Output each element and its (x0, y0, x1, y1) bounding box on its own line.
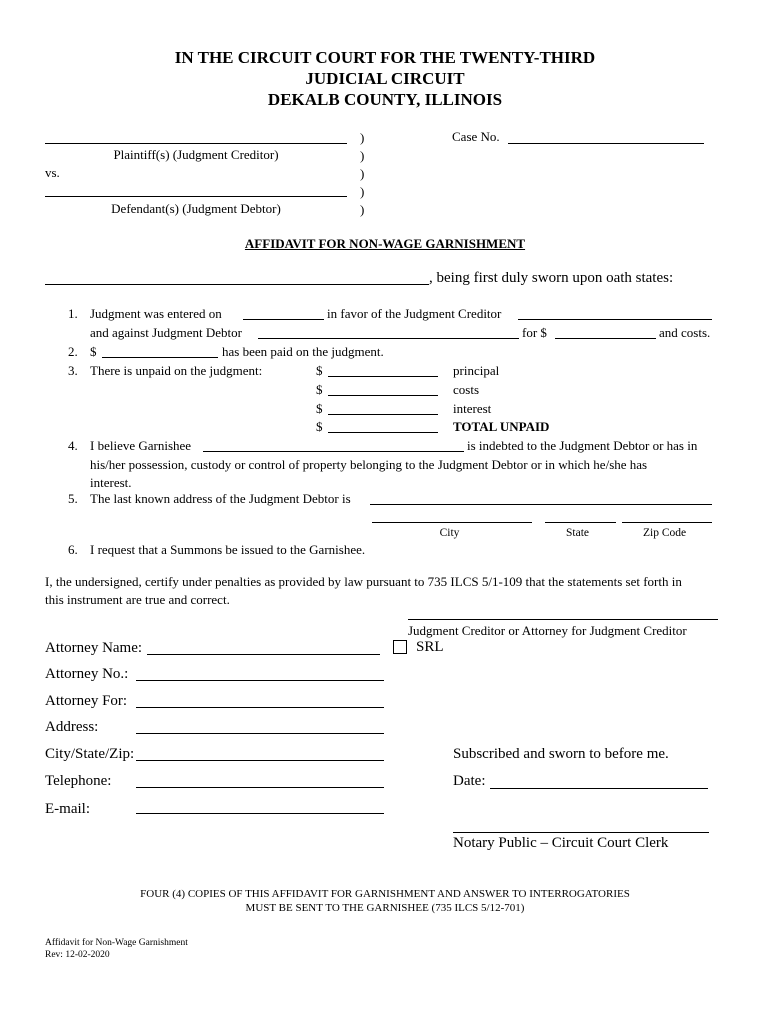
notary-label: Notary Public – Circuit Court Clerk (453, 835, 669, 851)
date-field[interactable] (490, 788, 708, 789)
interest-field[interactable] (328, 414, 438, 415)
srl-checkbox[interactable] (393, 640, 407, 654)
dollar-sign: $ (316, 363, 323, 378)
item6-text: I request that a Summons be issued to the Garnishee. (90, 542, 366, 557)
telephone-label: Telephone: (45, 773, 112, 789)
court-name-line2: JUDICIAL CIRCUIT (305, 69, 465, 88)
address-field[interactable] (136, 733, 384, 734)
affiant-name-field[interactable] (45, 284, 429, 285)
dollar-sign: $ (90, 344, 97, 359)
attorney-for-label: Attorney For: (45, 693, 128, 709)
city-state-zip-field[interactable] (136, 760, 384, 761)
state-field[interactable] (545, 522, 616, 523)
attorney-name-field[interactable] (147, 654, 380, 655)
notary-signature-field[interactable] (453, 832, 709, 833)
item1-text: and costs. (659, 325, 711, 340)
item3-text: There is unpaid on the judgment: (90, 363, 263, 378)
judgment-date-field[interactable] (243, 319, 324, 320)
item-number: 5. (68, 491, 78, 506)
costs-field[interactable] (328, 395, 438, 396)
zip-label: Zip Code (643, 527, 687, 539)
case-no-label: Case No. (452, 129, 500, 144)
attorney-for-field[interactable] (136, 707, 384, 708)
document-title: AFFIDAVIT FOR NON-WAGE GARNISHMENT (244, 236, 526, 251)
caption-paren: ) (360, 130, 365, 145)
notice-text: MUST BE SENT TO THE GARNISHEE (735 ILCS 5/12-701) (245, 902, 525, 914)
srl-label: SRL (416, 639, 444, 655)
certification-text: I, the undersigned, certify under penalties as provided by law pursuant to 735 ILCS 5/1-109 that the statements set forth in (45, 574, 682, 589)
state-label: State (566, 527, 589, 539)
email-label: E-mail: (45, 801, 90, 817)
item4-text: is indebted to the Judgment Debtor or has in (467, 438, 698, 453)
date-label: Date: (453, 773, 486, 789)
revision-date: Rev: 12-02-2020 (45, 950, 110, 960)
plaintiff-label: Plaintiff(s) (Judgment Creditor) (113, 147, 279, 162)
total-unpaid-label: TOTAL UNPAID (453, 419, 550, 434)
dollar-sign: $ (316, 401, 323, 416)
item-number: 6. (68, 542, 78, 557)
principal-field[interactable] (328, 376, 438, 377)
costs-label: costs (453, 382, 479, 397)
city-field[interactable] (372, 522, 532, 523)
certification-text: this instrument are true and correct. (45, 592, 230, 607)
attorney-no-field[interactable] (136, 680, 384, 681)
plaintiff-field[interactable] (45, 143, 347, 144)
amount-paid-field[interactable] (102, 357, 218, 358)
judgment-amount-field[interactable] (555, 338, 656, 339)
item2-text: has been paid on the judgment. (222, 344, 384, 359)
signature-field[interactable] (408, 619, 718, 620)
judgment-debtor-field[interactable] (258, 338, 519, 339)
garnishee-field[interactable] (203, 451, 464, 452)
debtor-address-field[interactable] (370, 504, 712, 505)
item4-text: I believe Garnishee (90, 438, 192, 453)
item-number: 1. (68, 306, 78, 321)
dollar-sign: $ (316, 419, 323, 434)
total-unpaid-field[interactable] (328, 432, 438, 433)
oath-statement: , being first duly sworn upon oath states: (429, 270, 674, 286)
caption-paren: ) (360, 148, 365, 163)
email-field[interactable] (136, 813, 384, 814)
notice-text: FOUR (4) COPIES OF THIS AFFIDAVIT FOR GARNISHMENT AND ANSWER TO INTERROGATORIES (140, 888, 630, 900)
city-state-zip-label: City/State/Zip: (45, 746, 135, 762)
dollar-sign: $ (316, 382, 323, 397)
item1-text: Judgment was entered on (90, 306, 222, 321)
zip-field[interactable] (622, 522, 712, 523)
vs-label: vs. (45, 165, 60, 180)
item-number: 3. (68, 363, 78, 378)
item5-text: The last known address of the Judgment Debtor is (90, 491, 351, 506)
item4-text: interest. (90, 475, 132, 490)
item4-text: his/her possession, custody or control of property belonging to the Judgment Debtor or in which he/she has (90, 457, 648, 472)
judgment-creditor-field[interactable] (518, 319, 712, 320)
address-label: Address: (45, 719, 99, 735)
item1-text: and against Judgment Debtor (90, 325, 242, 340)
subscribed-text: Subscribed and sworn to before me. (453, 746, 669, 762)
principal-label: principal (453, 363, 500, 378)
caption-paren: ) (360, 202, 365, 217)
case-no-field[interactable] (508, 143, 704, 144)
caption-paren: ) (360, 166, 365, 181)
item-number: 2. (68, 344, 78, 359)
item1-text: for $ (522, 325, 547, 340)
defendant-field[interactable] (45, 196, 347, 197)
caption-paren: ) (360, 184, 365, 199)
city-label: City (439, 527, 460, 539)
form-name: Affidavit for Non-Wage Garnishment (45, 938, 188, 948)
item1-text: in favor of the Judgment Creditor (327, 306, 502, 321)
item-number: 4. (68, 438, 78, 453)
attorney-name-label: Attorney Name: (45, 640, 143, 656)
interest-label: interest (453, 401, 492, 416)
court-county: DEKALB COUNTY, ILLINOIS (267, 90, 503, 109)
attorney-no-label: Attorney No.: (45, 666, 129, 682)
telephone-field[interactable] (136, 787, 384, 788)
signature-label: Judgment Creditor or Attorney for Judgment Creditor (408, 623, 687, 638)
court-name-line1: IN THE CIRCUIT COURT FOR THE TWENTY-THIRD (174, 48, 596, 67)
defendant-label: Defendant(s) (Judgment Debtor) (111, 201, 281, 216)
